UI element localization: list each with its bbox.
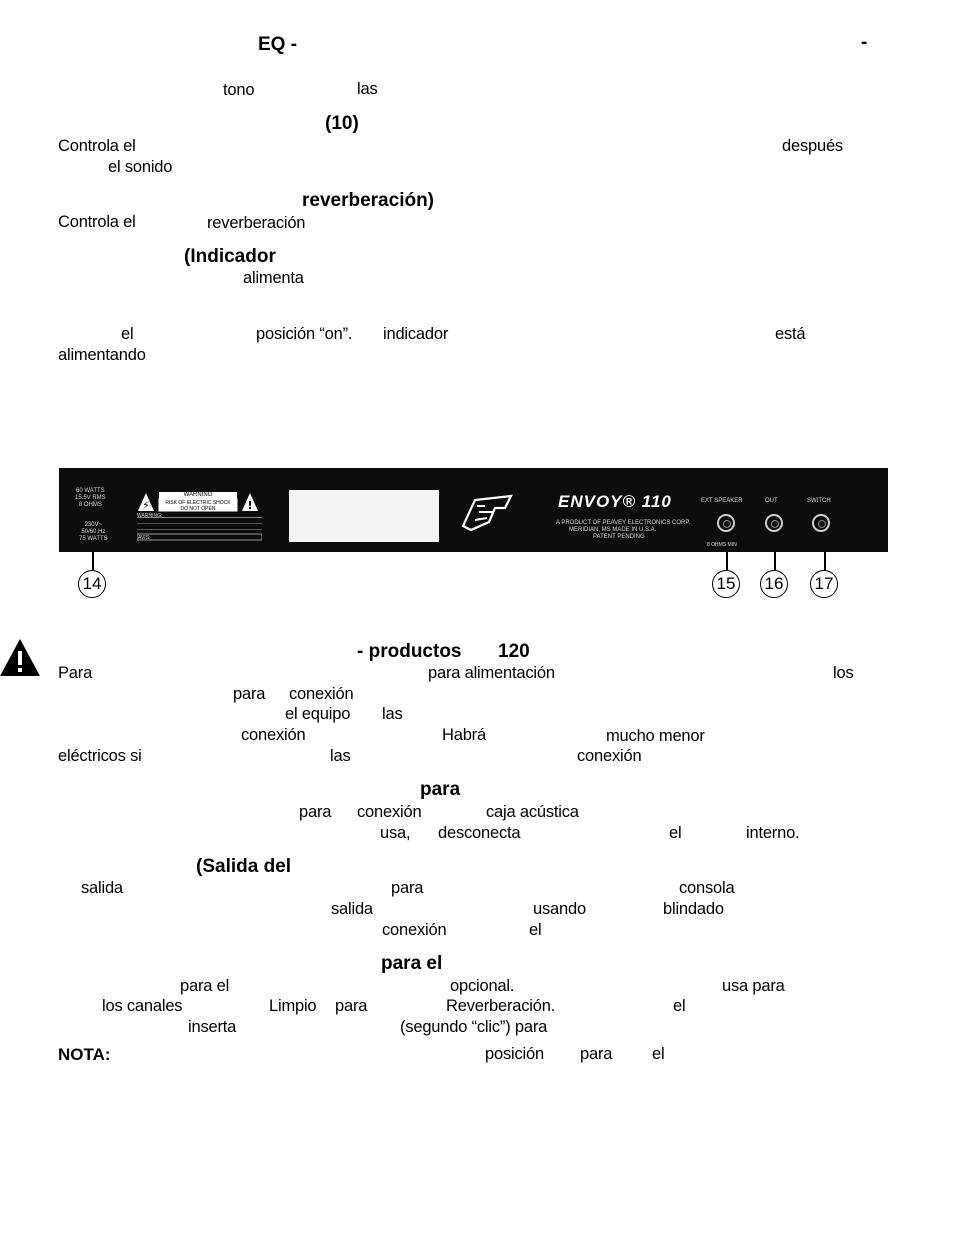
text-reverberacion: reverberación [207,214,306,232]
text: blindado [663,900,724,918]
callout-15: 15 [712,570,740,598]
spec-line: 75 WATTS [79,536,108,543]
callout-leader [824,552,826,570]
jack-label-switch: SWITCH [807,498,831,504]
jack-label-out: OUT [765,498,778,504]
product-line: A PRODUCT OF PEAVEY ELECTRONICS CORP. [556,520,691,526]
power-spec-top [75,488,106,510]
text: las [382,705,403,723]
text: para el [180,977,230,995]
text-el-sonido: el sonido [108,158,173,176]
callout-leader [774,552,776,570]
text: para [299,803,332,821]
callout-leader [92,552,94,570]
reverb-heading: reverberación) [302,190,435,211]
text: desconecta [438,824,521,842]
text: inserta [188,1018,237,1036]
warning-title: WARNING [183,492,213,498]
product-line: MERIDIAN, MS MADE IN U.S.A. [569,527,657,533]
text: Para [58,664,93,682]
text: usa para [722,977,785,995]
text: para alimentación [428,664,555,682]
indicador-heading: (Indicador [184,246,276,267]
text: interno. [746,824,800,842]
text-controla: Controla el [58,137,136,155]
nota-label: NOTA: [58,1045,111,1064]
text: para [335,997,368,1015]
para-heading: para [420,779,461,800]
text: el equipo [285,705,351,723]
spec-line: 60 WATTS [76,488,105,494]
text: para [391,879,424,897]
eq-heading: EQ - [258,34,298,55]
svg-text:!: ! [247,499,253,512]
text-indicador: indicador [383,325,449,343]
text: eléctricos si [58,747,142,765]
text-controla-2: Controla el [58,213,136,231]
rear-panel-illustration [59,468,888,552]
text-esta: está [775,325,806,343]
switch-jack-icon [812,514,830,532]
text: conexión [382,921,447,939]
text: opcional. [450,977,515,995]
spec-line: 50/60 Hz [81,529,106,536]
para-el-heading: para el [381,953,443,974]
text: el [673,997,686,1015]
control-10-heading: (10) [325,113,359,134]
spec-line: 15.5V RMS [75,495,106,502]
text: salida [81,879,123,897]
text: el [652,1045,665,1063]
salida-heading: (Salida del [196,856,292,877]
ext-speaker-jack-icon [717,514,735,532]
ohms-min-label: 8 OHMS MIN [707,542,737,548]
text: posición [485,1045,544,1063]
model-name: ENVOY® 110 [558,492,672,511]
text: Reverberación. [446,997,556,1015]
text: para [580,1045,613,1063]
spec-line: 8 OHMS [78,502,102,509]
voltage-heading: 120 [498,641,530,662]
warning-label [137,490,262,542]
text-las: las [357,80,378,98]
text: (segundo “clic”) para [400,1018,548,1036]
text-posicion-on: posición “on”. [256,325,353,343]
text-el: el [121,325,134,343]
heading-dash: - [861,32,868,53]
warning-small-label: WARNING: [137,513,163,519]
callout-leader [726,552,728,570]
text: Habrá [442,726,486,744]
out-jack-icon [765,514,783,532]
caution-triangle-icon [0,638,42,678]
text-despues: después [782,137,843,155]
text: conexión [577,747,642,765]
text: consola [679,879,735,897]
callout-17: 17 [810,570,838,598]
text: conexión [289,685,354,703]
text: el [529,921,542,939]
svg-text:⚡: ⚡ [142,499,150,512]
panel-blank-plate [289,490,439,542]
text: Limpio [269,997,317,1015]
text-alimenta: alimenta [243,269,304,287]
avis-label: AVIS: [138,535,151,541]
jack-label-ext-speaker: EXT SPEAKER [701,498,743,504]
text: caja acústica [486,803,579,821]
peavey-logo [459,494,519,534]
text: los canales [102,997,183,1015]
product-line: PATENT PENDING [593,534,645,540]
warning-line: DO NOT OPEN [180,506,216,512]
productos-heading: - productos [357,641,462,662]
text: para [233,685,266,703]
power-spec-bottom [79,522,108,544]
text: los [833,664,854,682]
text: conexión [357,803,422,821]
callout-16: 16 [760,570,788,598]
text: salida [331,900,373,918]
text: usa, [380,824,411,842]
text: usando [533,900,586,918]
warning-line: RISK OF ELECTRIC SHOCK [165,500,231,506]
text-tono: tono [223,81,255,99]
text: mucho menor [606,727,705,745]
text: las [330,747,351,765]
text: el [669,824,682,842]
text: conexión [241,726,306,744]
text-alimentando: alimentando [58,346,146,364]
callout-14: 14 [78,570,106,598]
spec-line: 230V~ [84,522,103,528]
